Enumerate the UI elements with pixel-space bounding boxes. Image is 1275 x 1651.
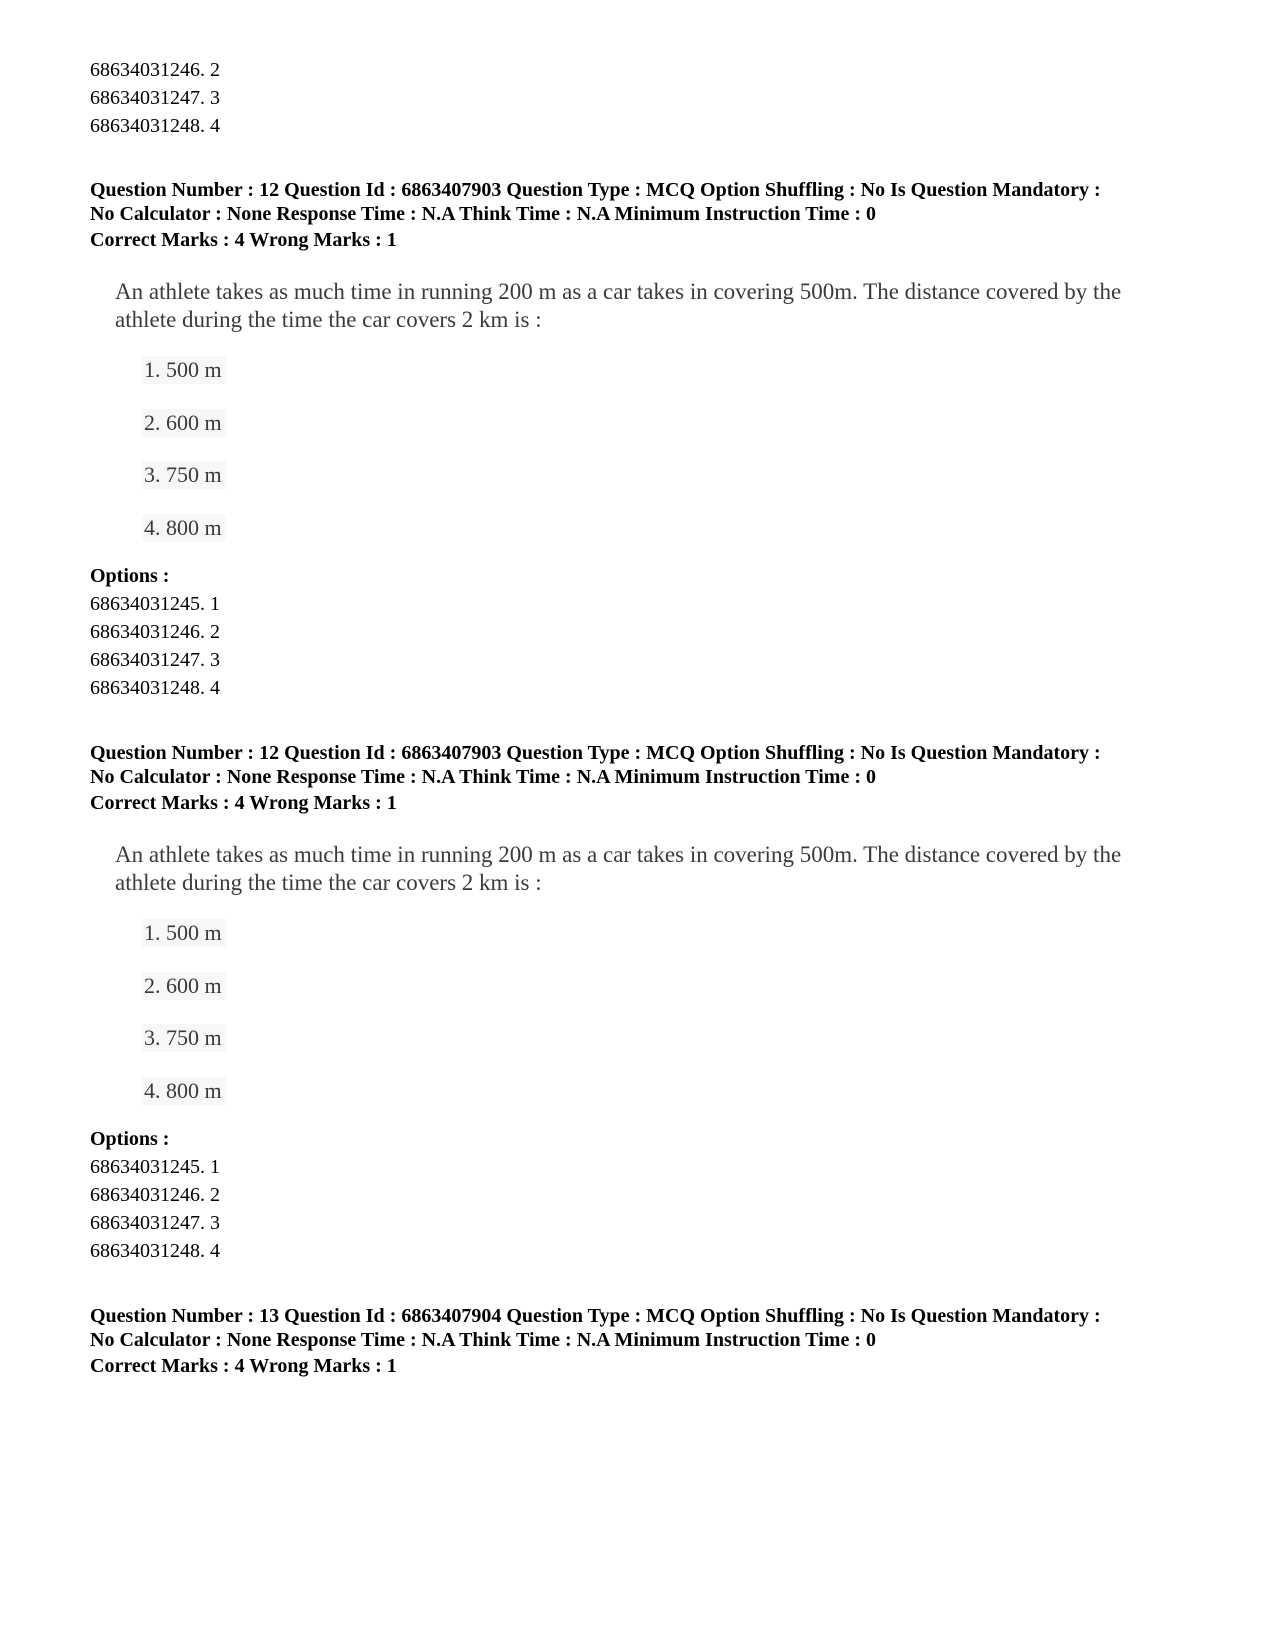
option-number: 1 <box>210 1156 220 1178</box>
option-id: 68634031245 <box>90 593 200 615</box>
question-meta-line: Question Number : 12 Question Id : 6863407903 Question Type : MCQ Option Shuffling : No Is Question Mandatory : <box>90 179 1101 201</box>
answer-choice: 4. 800 m <box>142 514 226 542</box>
option-line: 68634031248. 4 <box>90 115 220 137</box>
option-id: 68634031247 <box>90 87 200 109</box>
option-number: 3 <box>210 649 220 671</box>
answer-choice: 2. 600 m <box>142 409 226 437</box>
option-id: 68634031245 <box>90 1156 200 1178</box>
option-line: 68634031247. 3 <box>90 649 220 671</box>
option-line: 68634031247. 3 <box>90 1212 220 1234</box>
option-line: 68634031247. 3 <box>90 87 220 109</box>
options-heading: Options : <box>90 1128 170 1150</box>
option-id: 68634031248 <box>90 677 200 699</box>
option-id: 68634031248 <box>90 115 200 137</box>
option-number: 4 <box>210 115 220 137</box>
option-line: 68634031246. 2 <box>90 59 220 81</box>
question-text: An athlete takes as much time in running 200 m as a car takes in covering 500m. The distance covered by the athlete during the time the car covers 2 km is : <box>115 842 1122 895</box>
question-meta-line: Question Number : 13 Question Id : 6863407904 Question Type : MCQ Option Shuffling : No Is Question Mandatory : <box>90 1305 1101 1327</box>
question-meta <box>90 741 1190 789</box>
option-number: 3 <box>210 87 220 109</box>
option-id: 68634031246 <box>90 1184 200 1206</box>
option-line: 68634031246. 2 <box>90 1184 220 1206</box>
answer-choice: 3. 750 m <box>142 1024 226 1052</box>
option-number: 3 <box>210 1212 220 1234</box>
option-number: 2 <box>210 59 220 81</box>
option-line: 68634031245. 1 <box>90 593 220 615</box>
answer-choice: 3. 750 m <box>142 461 226 489</box>
option-number: 4 <box>210 677 220 699</box>
question-meta-line: No Calculator : None Response Time : N.A Think Time : N.A Minimum Instruction Time : 0 <box>90 203 876 225</box>
question-meta-line: No Calculator : None Response Time : N.A Think Time : N.A Minimum Instruction Time : 0 <box>90 1329 876 1351</box>
question-meta <box>90 178 1190 226</box>
marks-line: Correct Marks : 4 Wrong Marks : 1 <box>90 229 397 251</box>
option-number: 2 <box>210 1184 220 1206</box>
option-id: 68634031247 <box>90 649 200 671</box>
options-heading: Options : <box>90 565 170 587</box>
option-line: 68634031248. 4 <box>90 677 220 699</box>
answer-choice: 1. 500 m <box>142 919 226 947</box>
question-meta <box>90 1304 1190 1352</box>
option-line: 68634031246. 2 <box>90 621 220 643</box>
question-image <box>108 278 1193 543</box>
option-id: 68634031247 <box>90 1212 200 1234</box>
marks-line: Correct Marks : 4 Wrong Marks : 1 <box>90 1355 397 1377</box>
option-id: 68634031246 <box>90 621 200 643</box>
answer-choice: 2. 600 m <box>142 972 226 1000</box>
question-image <box>108 841 1193 1106</box>
question-text: An athlete takes as much time in running 200 m as a car takes in covering 500m. The distance covered by the athlete during the time the car covers 2 km is : <box>115 279 1122 332</box>
option-id: 68634031246 <box>90 59 200 81</box>
option-number: 2 <box>210 621 220 643</box>
option-id: 68634031248 <box>90 1240 200 1262</box>
option-number: 4 <box>210 1240 220 1262</box>
option-line: 68634031245. 1 <box>90 1156 220 1178</box>
question-meta-line: No Calculator : None Response Time : N.A Think Time : N.A Minimum Instruction Time : 0 <box>90 766 876 788</box>
answer-choice: 1. 500 m <box>142 356 226 384</box>
option-line: 68634031248. 4 <box>90 1240 220 1262</box>
question-meta-line: Question Number : 12 Question Id : 6863407903 Question Type : MCQ Option Shuffling : No Is Question Mandatory : <box>90 742 1101 764</box>
marks-line: Correct Marks : 4 Wrong Marks : 1 <box>90 792 397 814</box>
option-number: 1 <box>210 593 220 615</box>
answer-choice: 4. 800 m <box>142 1077 226 1105</box>
